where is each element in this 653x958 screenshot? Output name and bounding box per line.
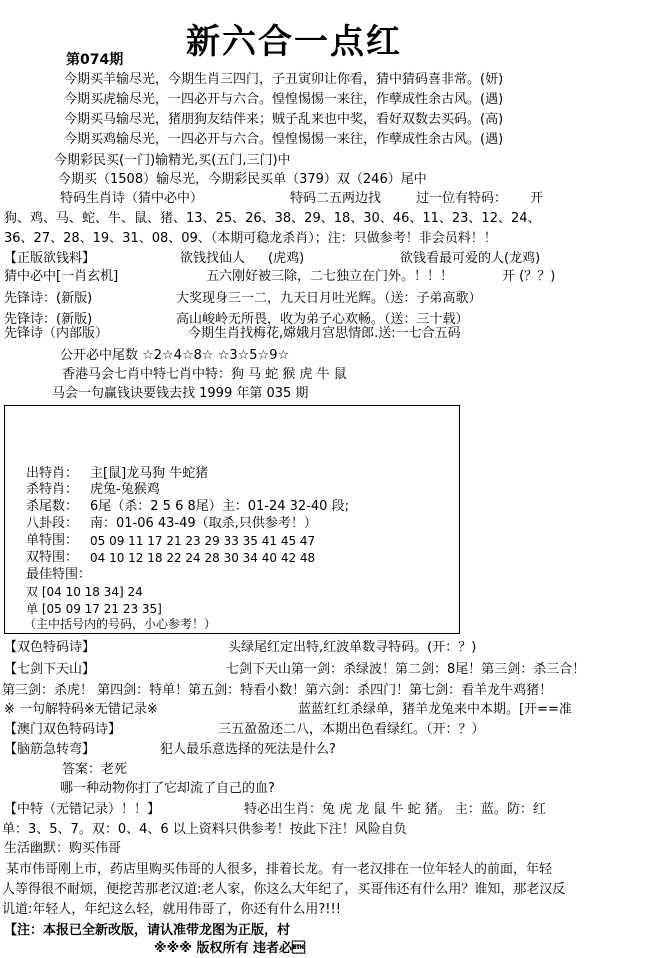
box-value: 南：01-06 43-49（取杀,只供参考！） — [90, 516, 317, 531]
text-line: 今期买（1508）输尽光，今期彩民买单（379）双（246）尾中 — [58, 172, 427, 187]
section-label: 【双色特码诗】 — [4, 640, 96, 655]
text-line: 今期彩民买(一门)输精光,买(五门,三门)中 — [54, 153, 291, 168]
section-label: ※ 一句解特码※无错记录※ — [4, 702, 158, 717]
section-label: 生活幽默：购买伟哥 — [4, 841, 122, 856]
box-value: 05 09 11 17 21 23 29 33 35 41 45 47 — [90, 534, 316, 548]
box-label: 杀特肖： — [26, 482, 79, 497]
text-line: 开 (？？) — [502, 269, 556, 284]
section-label: 先锋诗：(新版) — [4, 291, 93, 306]
box-note: （主中括号内的号码，小心参考！） — [24, 617, 217, 631]
box-label: 杀尾数： — [26, 499, 79, 514]
text-line: 36、27、28、19、31、08、09、（本期可稳龙杀肖）；注：只做参考！非会员料！！ — [4, 231, 497, 246]
box-label: 双特围： — [26, 550, 79, 565]
poem-line: 今期买羊输尽光，今期生肖三四门，子丑寅卯让你看，猜中猜码喜非常。(妍) — [64, 72, 504, 87]
text-line: 某市伟哥刚上市，药店里购买伟哥的人很多，排着长龙。有一老汉排在一位年轻人的前面，年轻 — [6, 862, 553, 877]
text-line: 哪一种动物你打了它却流了自己的血? — [60, 781, 275, 796]
box-label: 单特围： — [26, 533, 79, 548]
text-line: 人等得很不耐烦，便挖苦那老汉道:老人家，你这么大年纪了，买哥伟还有什么用？谁知，那老汉反 — [2, 882, 566, 897]
section-label: 猜中必中[一肖玄机] — [4, 269, 119, 284]
box-value: 6尾（杀：2 5 6 8尾）主：01-24 32-40 段; — [90, 499, 349, 514]
text-line: 五六刚好被三除，二七独立在门外。！！！ — [206, 269, 454, 284]
section-label: 【中特（无错记录）！！】 — [4, 802, 161, 817]
text-line: 特必出生肖：兔 虎 龙 鼠 牛 蛇 猪。 主：蓝。防：红 — [244, 802, 546, 817]
text-line: 三五盈盈还二八，本期出色看绿红。（开：？） — [218, 722, 485, 737]
text-line: 头绿尾红定出特,红波单数寻特码。(开：？) — [228, 640, 477, 655]
text-line: 犯人最乐意选择的死法是什么? — [160, 742, 336, 757]
text-line: 欲钱找仙人 — [180, 251, 246, 266]
poem-line: 今期买虎输尽光，一四必开与六合。惶惶惕惕一来往，作孽成性余古风。(遇) — [64, 92, 504, 107]
box-value: 虎兔-兔猴鸡 — [90, 482, 160, 497]
box-label: 八卦段： — [26, 516, 79, 531]
box-value: 单 [05 09 17 21 23 35] — [26, 602, 162, 616]
poem-line: 今期买马输尽光，猪朋狗友结伴来；贼子乱来也中奖，看好双数去买码。(高) — [64, 112, 504, 127]
box-label: 出特肖： — [26, 466, 79, 481]
text-line: 蓝蓝红红杀绿单，猪羊龙兔来中本期。[开==准 — [298, 702, 572, 717]
text-line: 七剑下天山第一剑：杀绿波！第二剑：8尾！第三剑：杀三合！ — [226, 662, 586, 677]
text-line: 特码生肖诗（猜中必中） — [60, 191, 204, 206]
text-line: 特码二五两边找 — [290, 191, 382, 206]
section-label: 【七剑下天山】 — [4, 662, 96, 677]
text-line: 开 — [530, 191, 544, 206]
text-line: 大奖现身三一二，九天日月吐光辉。（送：子弟高歌） — [176, 291, 482, 306]
section-label: 先锋诗（内部版） — [4, 326, 109, 341]
box-value: 04 10 12 18 22 24 28 30 34 40 42 48 — [90, 551, 316, 565]
section-label: 【脑筋急转弯】 — [4, 742, 96, 757]
text-line: 狗、鸡、马、蛇、牛、鼠、猪、13、25、26、38、29、18、30、46、11、23、12、24、 — [4, 211, 541, 226]
section-label: 【正版欲钱料】 — [4, 251, 96, 266]
text-line: 答案：老死 — [62, 762, 128, 777]
section-label: 【澳门双色特码诗】 — [4, 722, 122, 737]
text-line: 欲钱看最可爱的人(龙鸡) — [400, 251, 541, 266]
section-label: 先锋诗：(新版) — [4, 312, 93, 327]
text-line: 今期生肖找梅花,嫦娥月宫思情郎.送:一七合五码 — [188, 326, 461, 341]
footer-note: 【注：本报已全新改版，请认准带龙图为正版，村 — [4, 923, 291, 938]
box-value: 主[鼠]龙马狗 牛蛇猪 — [90, 466, 209, 481]
text-line: 第三剑：杀虎！ 第四剑：特单！第五剑：特看小数！第六剑：杀四门！第七剑：看羊龙牛鸡猪！ — [2, 683, 553, 698]
text-line: 高山峻岭无所畏，收为弟子心欢畅。（送：三十载） — [176, 312, 469, 327]
text-line: 单：3、5、7。双：0、4、6 以上资料只供参考！按此下注！风险自负 — [2, 822, 407, 837]
issue-number: 第074期 — [66, 52, 124, 68]
text-line: 过一位有特码： — [416, 191, 508, 206]
text-line: 讥道:年轻人，年纪这么轻，就用伟哥了，你还有什么用?!!! — [2, 902, 341, 917]
text-line: 公开必中尾数 ☆2☆4☆8☆ ☆3☆5☆9☆ — [60, 348, 290, 363]
box-value: 双 [04 10 18 34] 24 — [26, 585, 143, 599]
page-title: 新六合一点红 — [186, 22, 402, 62]
box-label: 最佳特围： — [26, 567, 92, 582]
text-line: 香港马会七肖中特七肖中特：狗 马 蛇 猴 虎 牛 鼠 — [62, 367, 347, 382]
footer-copyright: ※※※ 版权所有 违者必 — [154, 941, 305, 956]
text-line: 马会一句赢钱诀要钱去找 1999 年第 035 期 — [52, 386, 309, 401]
poem-line: 今期买鸡输尽光，一四必开与六合。惶惶惕惕一来往，作孽成性余古风。(遇) — [64, 132, 504, 147]
text-line: (虎鸡) — [268, 251, 305, 266]
